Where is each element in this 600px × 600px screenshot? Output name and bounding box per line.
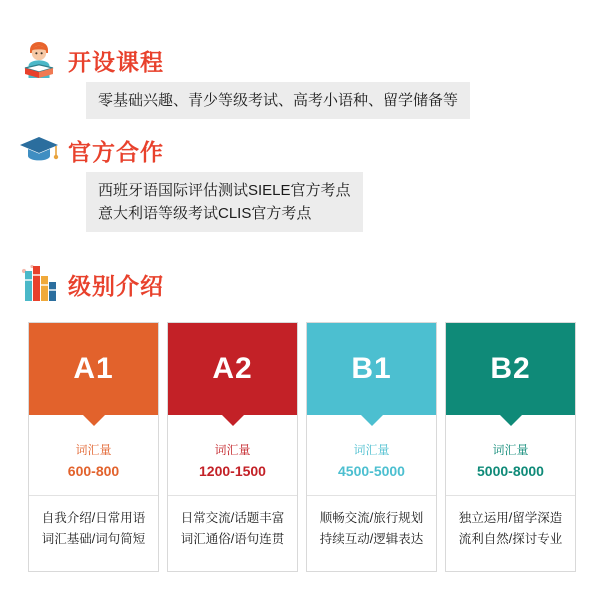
- books-icon: [16, 262, 62, 306]
- level-b2-detail-2: 流利自然/探讨专业: [458, 532, 563, 546]
- section-official-cooperation: [0, 128, 600, 232]
- level-code-b2: B2: [490, 352, 531, 385]
- level-b1-vocab-label: 词汇量: [353, 443, 390, 457]
- level-code-a1-banner: [29, 323, 158, 415]
- level-card-a2: [167, 322, 298, 572]
- level-card-b2: [445, 322, 576, 572]
- section-levels-title: 级别介绍: [68, 272, 164, 299]
- level-a1-vocab-range: 600-800: [67, 463, 120, 479]
- level-b2-vocab-label: 词汇量: [492, 443, 529, 457]
- graduation-cap-icon: [16, 128, 62, 172]
- level-b1-vocab-range: 4500-5000: [338, 463, 405, 479]
- level-b1-detail-2: 持续互动/逻辑表达: [319, 532, 424, 546]
- level-code-b1: B1: [351, 352, 392, 385]
- level-code-a1: A1: [73, 352, 114, 385]
- level-b1-details: [307, 495, 436, 571]
- level-a1-details: [29, 495, 158, 571]
- level-a1-detail-2: 词汇基础/词句简短: [41, 532, 146, 546]
- section-official-header: [0, 128, 600, 172]
- level-code-b2-banner: [446, 323, 575, 415]
- level-b1-vocab: [307, 415, 436, 495]
- level-a2-vocab: [168, 415, 297, 495]
- section-courses-header: [0, 38, 600, 82]
- section-levels: [0, 262, 600, 306]
- level-code-a2-banner: [168, 323, 297, 415]
- section-official-body: [86, 172, 363, 232]
- level-a2-details: [168, 495, 297, 571]
- level-card-a1: [28, 322, 159, 572]
- level-b2-detail-1: 独立运用/留学深造: [458, 511, 563, 525]
- level-code-b1-banner: [307, 323, 436, 415]
- section-courses-title: 开设课程: [68, 48, 164, 75]
- level-b2-vocab: [446, 415, 575, 495]
- level-cards: [28, 322, 576, 572]
- level-b2-details: [446, 495, 575, 571]
- section-courses: [0, 38, 600, 119]
- level-a2-vocab-label: 词汇量: [214, 443, 251, 457]
- section-courses-body: [86, 82, 470, 119]
- reading-boy-icon: [16, 38, 62, 82]
- section-official-title: 官方合作: [68, 138, 164, 165]
- level-a2-detail-2: 词汇通俗/语句连贯: [180, 532, 285, 546]
- level-a1-detail-1: 自我介绍/日常用语: [41, 511, 146, 525]
- level-b1-detail-1: 顺畅交流/旅行规划: [319, 511, 424, 525]
- official-line-1: 西班牙语国际评估测试SIELE官方考点: [98, 182, 351, 199]
- level-card-b1: [306, 322, 437, 572]
- level-a2-detail-1: 日常交流/话题丰富: [180, 511, 285, 525]
- official-line-2: 意大利语等级考试CLIS官方考点: [98, 205, 312, 222]
- courses-line-1: 零基础兴趣、青少等级考试、高考小语种、留学储备等: [98, 92, 459, 109]
- section-levels-header: [0, 262, 600, 306]
- level-code-a2: A2: [212, 352, 253, 385]
- level-a1-vocab-label: 词汇量: [75, 443, 112, 457]
- level-a1-vocab: [29, 415, 158, 495]
- level-b2-vocab-range: 5000-8000: [477, 463, 544, 479]
- level-a2-vocab-range: 1200-1500: [199, 463, 266, 479]
